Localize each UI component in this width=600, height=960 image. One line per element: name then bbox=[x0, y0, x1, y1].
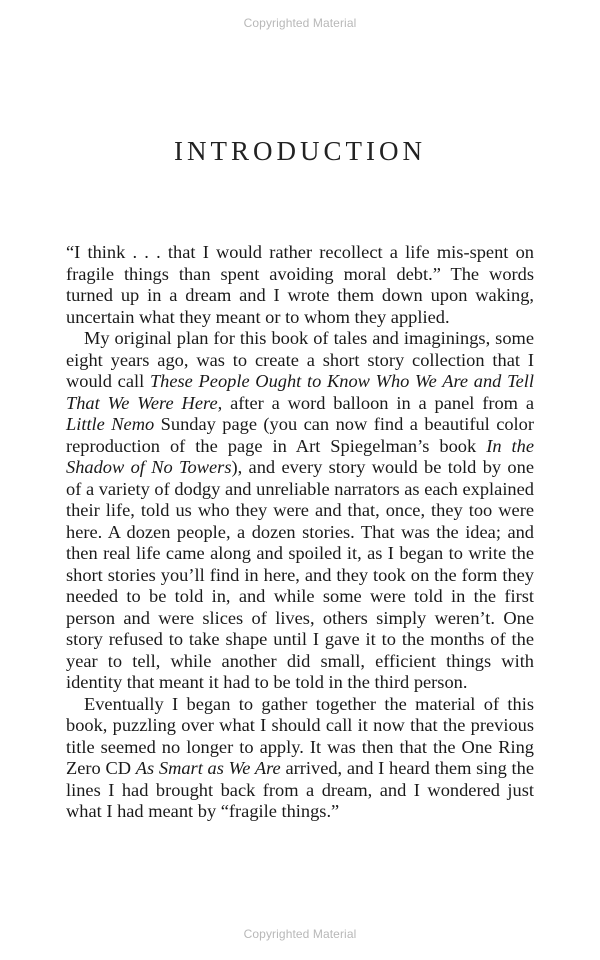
paragraph-2-segment: My original plan for this book of tales and imaginings, some eight years ago, was to create a short story collection that I would call bbox=[66, 328, 534, 391]
paragraph-2-segment: ), and every story would be told by one of a variety of dodgy and unreliable narrators as each explained their life, told us who they were and that, once, they too were here. A dozen people, a dozen stories. That was the idea; and then real life came along and spoiled it, as I began to write the short stories you’ll find in here, and they took on the form they needed to be told in, and while some were told in the first person and were slices of lives, others simply weren’t. One story refused to take shape until I gave it to the months of the year to tell, while another did small, efficient things with identity that meant it had to be told in the third person. bbox=[66, 457, 534, 692]
paragraph-1-segment: “I think . . . that I would rather recollect a life mis-spent on fragile things than spent avoiding moral debt.” The words turned up in a dream and I wrote them down upon waking, uncertain what they meant or to whom they applied. bbox=[66, 242, 534, 327]
chapter-title: INTRODUCTION bbox=[174, 136, 426, 166]
paragraph-3-segment: arrived, and I heard them sing the lines I had brought back from a dream, and I wondered just what I had meant by “fragile things.” bbox=[66, 758, 534, 821]
body-text bbox=[66, 242, 534, 823]
book-title-shadow-of-no-towers: In the Shadow of No Towers bbox=[66, 435, 534, 477]
paragraph-3-segment: Eventually I began to gather together the material of this book, puzzling over what I should call it now that the previous title seemed no longer to apply. It was then that the One Ring Zero CD bbox=[66, 693, 534, 778]
paragraph-2-segment: Sunday page (you can now find a beautiful color reproduction of the page in Art Spiegelman’s book bbox=[66, 414, 534, 456]
comic-title-little-nemo: Little Nemo bbox=[66, 414, 155, 434]
book-title-these-people: These People Ought to Know Who We Are and Tell That We Were Here, bbox=[66, 371, 534, 413]
paragraph-2 bbox=[66, 328, 534, 694]
copyright-watermark-bottom: Copyrighted Material bbox=[243, 927, 357, 941]
album-title-as-smart-as-we-are: As Smart as We Are bbox=[135, 758, 281, 778]
paragraph-2-segment: after a word balloon in a panel from a bbox=[222, 392, 534, 413]
copyright-watermark-top: Copyrighted Material bbox=[243, 16, 357, 30]
paragraph-3 bbox=[66, 694, 534, 823]
paragraph-1 bbox=[66, 242, 534, 328]
